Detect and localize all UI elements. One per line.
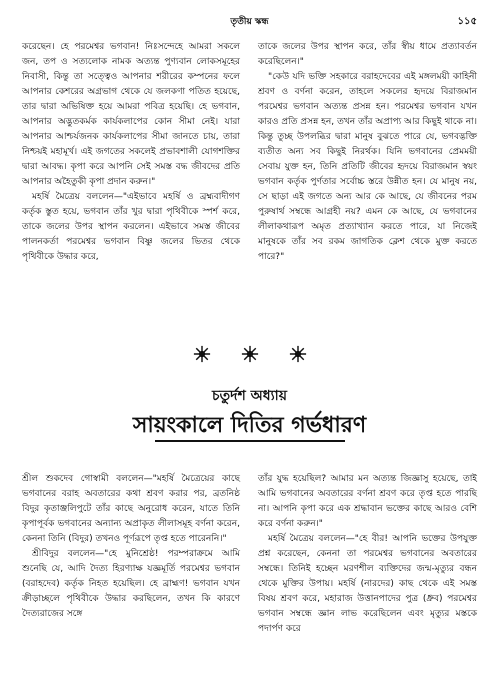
running-head: তৃতীয় স্কন্ধ [230,17,269,27]
page-header [22,14,477,30]
paragraph: মহর্ষি মৈত্রেয় বললেন—"হে বীর! আপনি ভক্তের উপযুক্ত প্রশ্ন করেছেন, কেননা তা পরমেশ্বর ভগবানের অবতারের সম্বন্ধে। তিনিই হচ্ছেন মরণশীল ব্যক্তিদের জন্ম-মৃত্যুর বন্ধন থেকে মুক্তির উপায়। মহর্ষি (নারদের) কাছ থেকে এই সমস্ত বিষয় শ্রবণ করে, মহারাজ উত্তানপাদের পুত্র (ধ্রুব) পরমেশ্বর ভগবান সম্বন্ধে জ্ঞান লাভ করেছিলেন এবং মৃত্যুর মস্তকে পদার্পণ করে [258,534,477,634]
starburst-ornament-icon [241,345,259,363]
starburst-ornament-icon [193,345,211,363]
paragraph: করেছেন। হে পরমেশ্বর ভগবান! নিঃসন্দেহে আমরা সকলে জন, তপ ও সত্যলোক নামক অত্যন্ত পুণ্যবান লোকসমূহের নিবাসী, কিন্তু তা সত্ত্বেও আপনার শরীরের কম্পনের ফলে আপনার কেশরের অগ্রভাগ থেকে যে জলকণা পতিত হয়েছে, তার দ্বারা অভিষিক্ত হয়ে আমরা পবিত্র হয়েছি। হে ভগবান, আপনার অদ্ভুতকর্মক কার্যকলাপের কোন সীমা নেই। যারা আপনার আশ্চর্যজনক কার্যকলাপের সীমা জানতে চায়, তারা নিশ্চয়ই মহামূর্খ। এই জগতের সকলেই প্রভাবশালী যোগশক্তির দ্বারা আবদ্ধ। কৃপা করে আপনি সেই সমস্ত বদ্ধ জীবদের প্রতি আপনার অহৈতুকী কৃপা প্রদান করুন।" [22,42,240,187]
title-underline [155,440,345,442]
page-number: ১১৫ [457,16,477,27]
paragraph: তাঁর যুদ্ধ হয়েছিল? আমার মন অত্যন্ত জিজ্ঞাসু হয়েছে, তাই আমি ভগবানের অবতারের বর্ণনা শ্রবণ করে তৃপ্ত হতে পারছি না। আপনি কৃপা করে এক শ্রদ্ধাবান ভক্তের কাছে আরও বেশি করে বর্ণনা করুন।" [258,474,477,529]
paragraph: শ্রীল শুকদেব গোস্বামী বললেন—"মহর্ষি মৈত্রেয়ের কাছে ভগবানের বরাহ অবতারের কথা শ্রবণ করার পর, ব্রতনিষ্ঠ বিদুর কৃতাঞ্জলিপুটে তাঁর কাছে অনুরোধ করেন, যাতে তিনি কৃপাপূর্বক ভগবানের অন্যান্য অপ্রাকৃত লীলাসমূহ বর্ণনা করেন, কেননা তিনি (বিদুর) তখনও পূর্ণরূপে তৃপ্ত হতে পারেননি।" [22,474,240,544]
column-top-left [22,40,240,265]
starburst-ornament-icon [289,345,307,363]
column-bottom-left [22,472,240,622]
chapter-title: সায়ংকালে দিতির গর্ভধারণ [132,413,367,438]
paragraph: শ্রীবিদুর বললেন—"হে মুনিশ্রেষ্ঠ! পরম্পরাক্রমে আমি শুনেছি যে, আদি দৈত্য হিরণ্যাক্ষ যজ্ঞমূর্তি পরমেশ্বর ভগবান (বরাহদেব) কর্তৃক নিহত হয়েছিল। হে ব্রাহ্মণ! ভগবান যখন ক্রীড়াচ্ছলে পৃথিবীকে উদ্ধার করছিলেন, তখন কি কারণে দৈত্যরাজের সঙ্গে [22,549,240,619]
paragraph: "কেউ যদি ভক্তি সহকারে বরাহদেবের এই মঙ্গলময়ী কাহিনী শ্রবণ ও বর্ণনা করেন, তাহলে সকলের হৃদয়ে বিরাজমান পরমেশ্বর ভগবান অত্যন্ত প্রসন্ন হন। পরমেশ্বর ভগবান যখন কারও প্রতি প্রসন্ন হন, তখন তাঁর অপ্রাপ্য আর কিছুই থাকে না। কিন্তু তুচ্ছ উপলব্ধির দ্বারা মানুষ বুঝতে পারে যে, ভগবদ্ভক্তি ব্যতীত অন্য সব কিছুই নিরর্থক। যিনি ভগবানের প্রেমময়ী সেবায় যুক্ত হন, তিনি প্রতিটি জীবের হৃদয়ে বিরাজমান স্বয়ং ভগবান কর্তৃক পুর্ণতার সর্বোচ্চ স্তরে উন্নীত হন। যে মানুষ নয়, সে ছাড়া এই জগতে অন্য আর কে আছে, যে জীবনের পরম পুরুষার্থ সম্বন্ধে আগ্রহী নয়? এমন কে আছে, যে ভগবানের লীলাকথারূপ অমৃত প্রত্যাখ্যান করতে পারে, যা নিজেই মানুষকে তাঁর সব রকম জাগতিক ক্লেশ থেকে মুক্ত করতে পারে?" [258,72,477,262]
section-divider [0,345,499,363]
column-top-right [258,40,477,265]
chapter-label: চতুর্দশ অধ্যায় [212,388,287,404]
paragraph: তাকে জলের উপর স্থাপন করে, তাঁর স্বীয় ধামে প্রত্যাবর্তন করেছিলেন।" [258,42,477,67]
column-bottom-right [258,472,477,637]
paragraph: মহর্ষি মৈত্রেয় বললেন—"এইভাবে মহর্ষি ও ব্রহ্মবাদীগণ কর্তৃক স্তুত হয়ে, ভগবান তাঁর খুর দ্বারা পৃথিবীকে স্পর্শ করে, তাকে জলের উপর স্থাপন করলেন। এইভাবে সমস্ত জীবের পালনকর্তা পরমেশ্বর ভগবান বিষ্ণু জলের ভিতর থেকে পৃথিবীকে উদ্ধার করে, [22,192,240,262]
